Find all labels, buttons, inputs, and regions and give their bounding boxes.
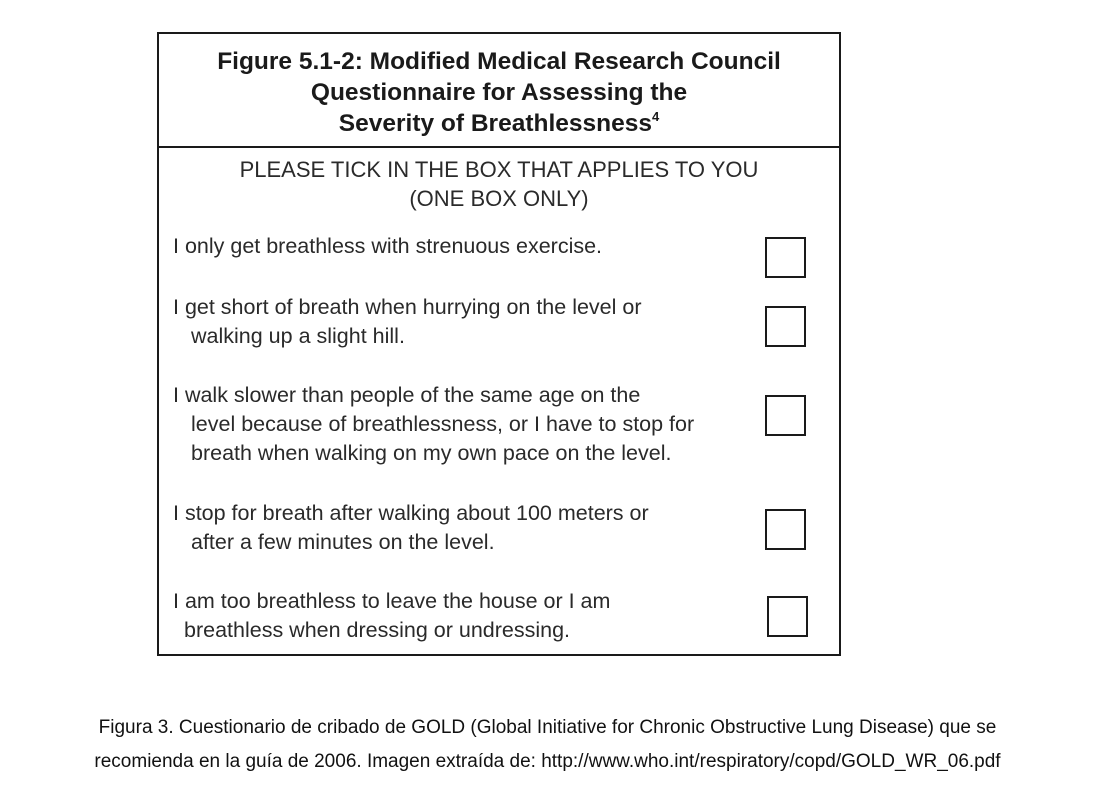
figure-title-line-3: [159, 108, 839, 139]
instructions: [159, 155, 839, 213]
option-1: [173, 232, 823, 261]
option-2-line-2: walking up a slight hill.: [191, 324, 405, 348]
option-3-checkbox[interactable]: [765, 395, 806, 436]
option-3: [173, 381, 823, 468]
option-4: [173, 499, 823, 557]
option-5-line-1: I am too breathless to leave the house or I am: [173, 589, 611, 613]
option-1-checkbox[interactable]: [765, 237, 806, 278]
option-5: [173, 587, 823, 645]
figure-title-line-2: Questionnaire for Assessing the: [310, 79, 688, 106]
caption-line-2: recomienda en la guía de 2006. Imagen extraída de: http://www.who.int/respiratory/copd/GOLD_WR_06.pdf: [94, 751, 1001, 772]
option-5-label: [173, 587, 823, 645]
figure-title: [159, 34, 839, 148]
caption-line-1: Figura 3. Cuestionario de cribado de GOLD (Global Initiative for Chronic Obstructive Lung Disease) que se: [98, 717, 997, 738]
option-2: [173, 293, 823, 351]
option-3-line-3: breath when walking on my own pace on the level.: [191, 441, 672, 465]
figure-title-line-3-text: Severity of Breathlessness: [338, 110, 652, 137]
option-4-checkbox[interactable]: [765, 509, 806, 550]
option-4-line-1: I stop for breath after walking about 100 meters or: [173, 501, 649, 525]
option-2-checkbox[interactable]: [765, 306, 806, 347]
option-1-label: [173, 232, 823, 261]
option-5-line-2: breathless when dressing or undressing.: [184, 618, 571, 642]
figure-caption: [0, 711, 1095, 779]
option-4-line-2: after a few minutes on the level.: [191, 530, 495, 554]
option-5-checkbox[interactable]: [767, 596, 808, 637]
questionnaire-figure: [157, 32, 841, 656]
option-2-line-1: I get short of breath when hurrying on the level or: [173, 295, 642, 319]
instructions-line-1: PLEASE TICK IN THE BOX THAT APPLIES TO YOU: [239, 157, 759, 182]
figure-title-line-1: Figure 5.1-2: Modified Medical Research Council: [217, 48, 781, 75]
option-4-label: [173, 499, 823, 557]
option-1-line-1: I only get breathless with strenuous exercise.: [173, 234, 603, 258]
option-3-line-1: I walk slower than people of the same age on the: [173, 383, 641, 407]
instructions-line-2: (ONE BOX ONLY): [409, 186, 589, 211]
reference-superscript: 4: [651, 109, 660, 124]
option-3-line-2: level because of breathlessness, or I have to stop for: [191, 412, 695, 436]
option-2-label: [173, 293, 823, 351]
option-3-label: [173, 381, 823, 468]
